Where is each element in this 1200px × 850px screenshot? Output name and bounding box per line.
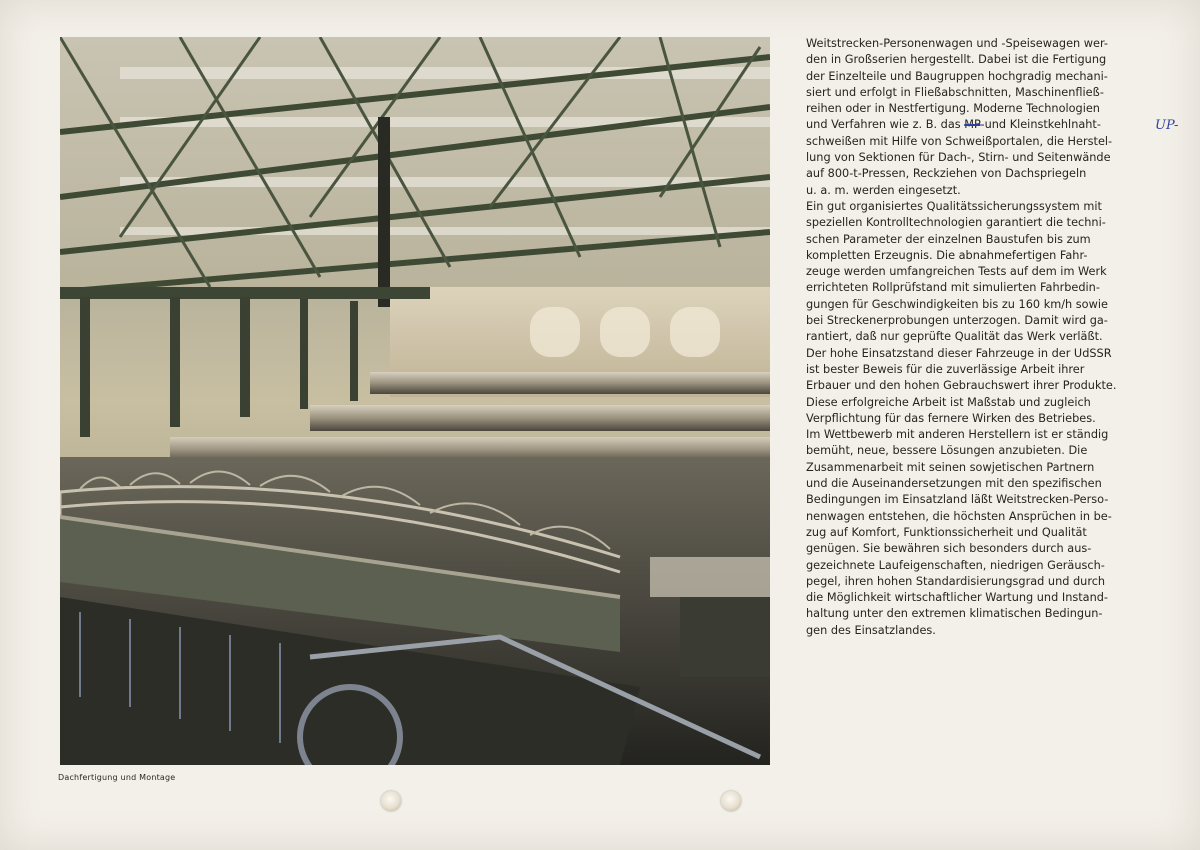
photo-caption: Dachfertigung und Montage <box>58 773 176 782</box>
text-line: Der hohe Einsatzstand dieser Fahrzeuge in der UdSSR <box>806 346 1112 360</box>
text-line: Verpflichtung für das fernere Wirken des Betriebes. <box>806 411 1096 425</box>
text-line: den in Großserien hergestellt. Dabei ist die Fertigung <box>806 53 1107 67</box>
text-line: speziellen Kontrolltechnologien garantiert die techni- <box>806 216 1106 230</box>
text-line: Im Wettbewerb mit anderen Herstellern ist er ständig <box>806 428 1109 442</box>
text-span: und Verfahren wie z. B. das <box>806 118 965 132</box>
body-text-column <box>806 36 1152 639</box>
text-line: auf 800-t-Pressen, Reckziehen von Dachspriegeln <box>806 167 1087 181</box>
text-line: lung von Sektionen für Dach-, Stirn- und Seitenwände <box>806 151 1111 165</box>
text-line: nenwagen entstehen, die höchsten Ansprüchen in be- <box>806 509 1112 523</box>
text-line: Bedingungen im Einsatzland läßt Weitstrecken-Perso- <box>806 493 1109 507</box>
text-line: ist bester Beweis für die zuverlässige Arbeit ihrer <box>806 362 1085 376</box>
text-line: Weitstrecken-Personenwagen und -Speisewagen wer- <box>806 37 1108 50</box>
text-line: die Möglichkeit wirtschaftlicher Wartung und Instand- <box>806 591 1108 605</box>
text-line: u. a. m. werden eingesetzt. <box>806 183 961 197</box>
text-line: pegel, ihren hohen Standardisierungsgrad und durch <box>806 574 1106 588</box>
text-span: -und Kleinstkehlnaht- <box>980 118 1101 132</box>
text-line: Ein gut organisiertes Qualitätssicherungssystem mit <box>806 199 1102 213</box>
text-line: siert und erfolgt in Fließabschnitten, Maschinenfließ- <box>806 85 1105 99</box>
text-line: der Einzelteile und Baugruppen hochgradig mechani- <box>806 69 1108 83</box>
text-line: schen Parameter der einzelnen Baustufen bis zum <box>806 232 1091 246</box>
text-line: und die Auseinandersetzungen mit den spezifischen <box>806 477 1102 491</box>
handwritten-annotation: UP- <box>1155 118 1179 133</box>
text-line: errichteten Rollprüfstand mit simulierten Fahrbedin- <box>806 281 1100 295</box>
struck-abbreviation: MP <box>964 118 981 132</box>
text-line: reihen oder in Nestfertigung. Moderne Technologien <box>806 102 1100 116</box>
text-line: Diese erfolgreiche Arbeit ist Maßstab und zugleich <box>806 395 1091 409</box>
text-line: gungen für Geschwindigkeiten bis zu 160 km/h sowie <box>806 297 1108 311</box>
punch-hole-left <box>381 791 401 811</box>
punch-hole-right <box>721 791 741 811</box>
text-line: Zusammenarbeit mit seinen sowjetischen Partnern <box>806 460 1095 474</box>
factory-hall-photo <box>60 37 770 765</box>
text-line: bemüht, neue, bessere Lösungen anzubieten. Die <box>806 444 1088 458</box>
text-line <box>806 117 1152 133</box>
text-line: Erbauer und den hohen Gebrauchswert ihrer Produkte. <box>806 379 1117 393</box>
text-line: gezeichnete Laufeigenschaften, niedrigen Geräusch- <box>806 558 1105 572</box>
text-line: zug auf Komfort, Funktionssicherheit und Qualität <box>806 525 1087 539</box>
text-line: rantiert, daß nur geprüfte Qualität das Werk verläßt. <box>806 330 1103 344</box>
text-line: bei Streckenerprobungen unterzogen. Damit wird ga- <box>806 314 1108 328</box>
text-line: schweißen mit Hilfe von Schweißportalen, die Herstel- <box>806 134 1113 148</box>
text-line: genügen. Sie bewähren sich besonders durch aus- <box>806 542 1092 556</box>
text-line: gen des Einsatzlandes. <box>806 623 936 637</box>
text-line: kompletten Erzeugnis. Die abnahmefertigen Fahr- <box>806 248 1088 262</box>
text-line: zeuge werden umfangreichen Tests auf dem im Werk <box>806 265 1107 279</box>
text-line: haltung unter den extremen klimatischen Bedingun- <box>806 607 1103 621</box>
